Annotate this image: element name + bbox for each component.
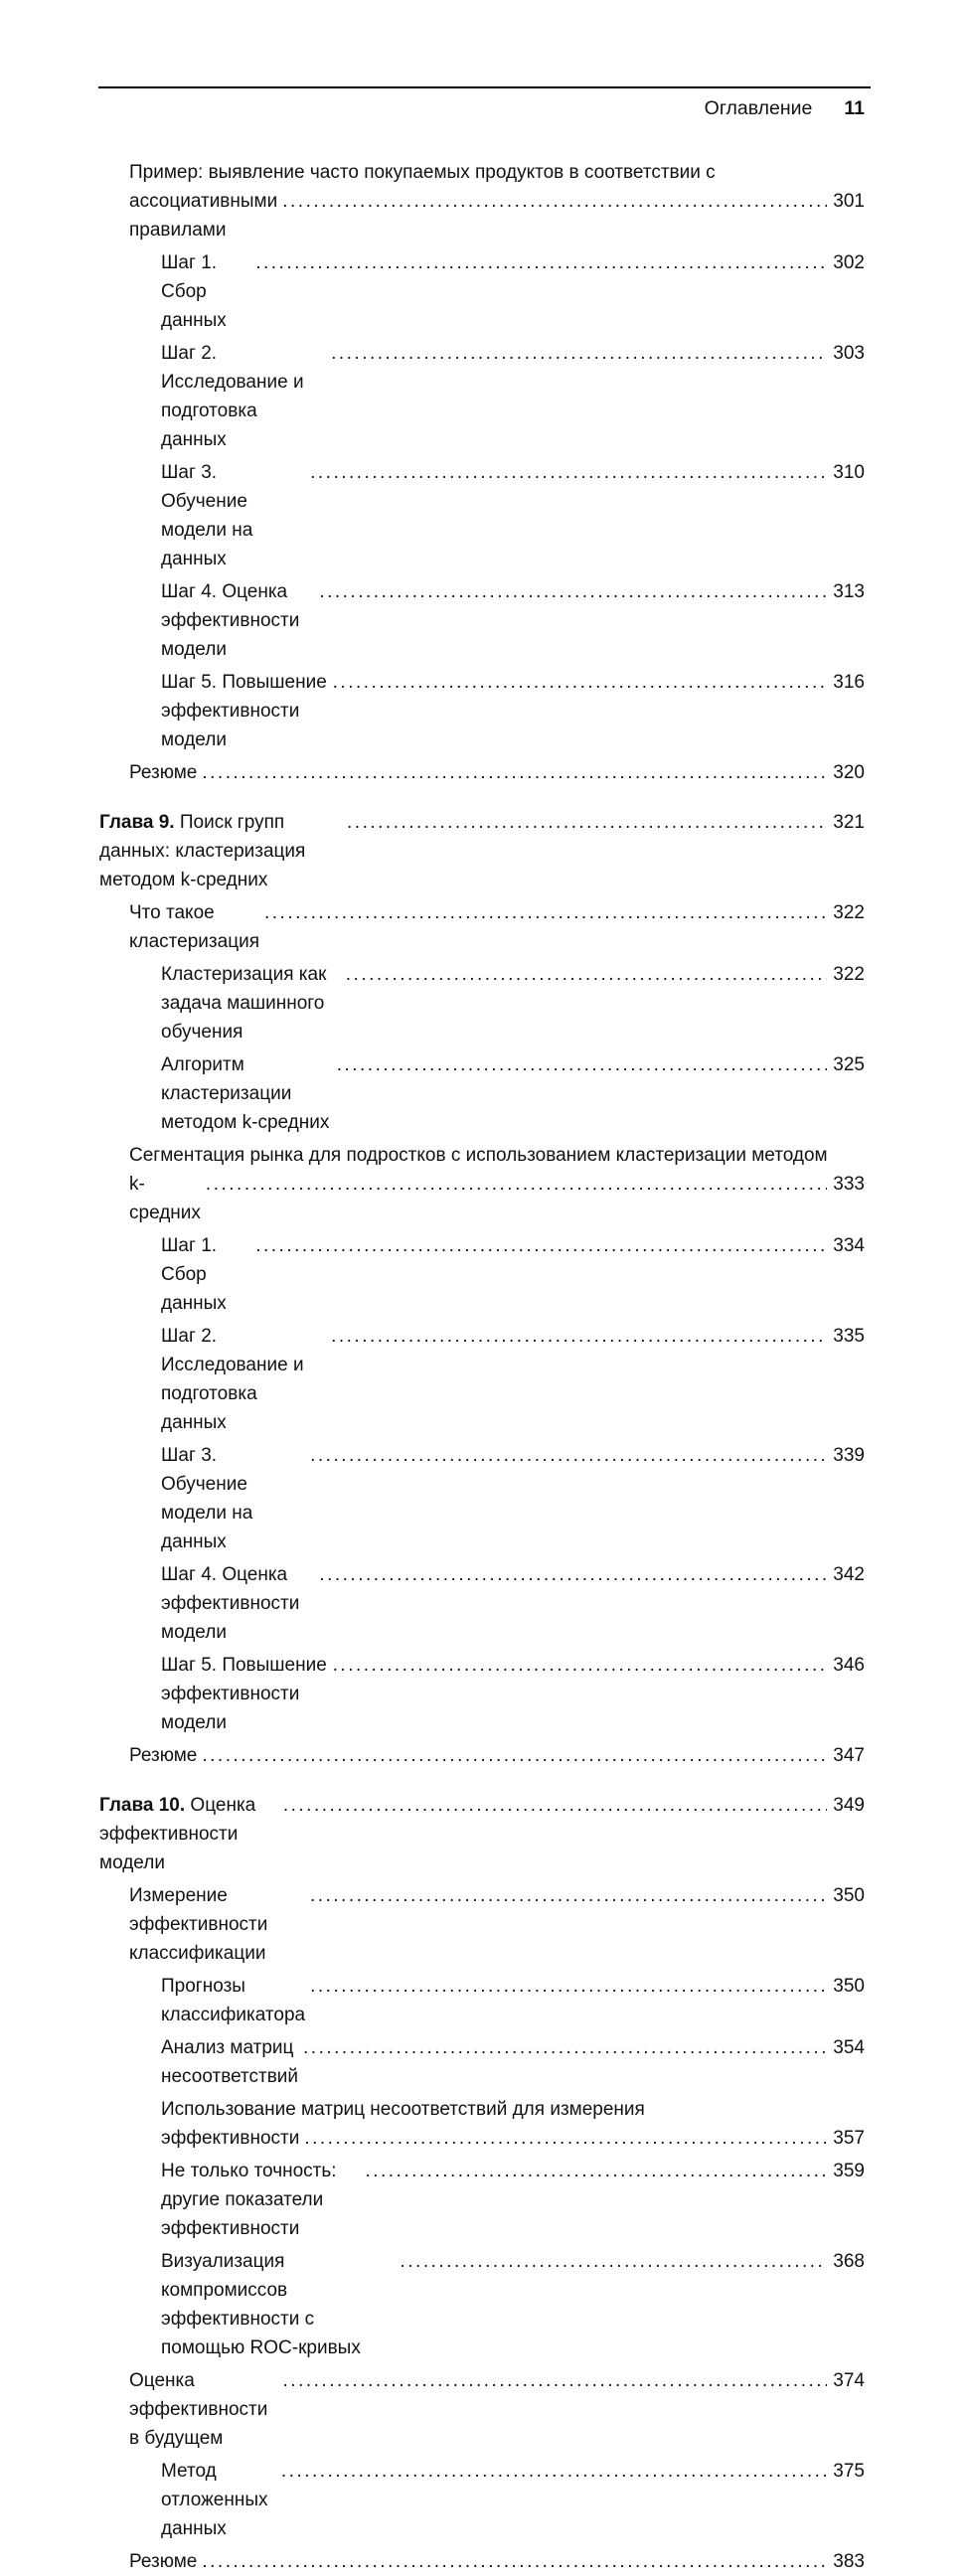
toc-page-number: 342 (833, 1564, 865, 1585)
toc-entry (129, 2547, 865, 2576)
toc-entry (99, 808, 865, 894)
toc-entry (161, 960, 865, 1046)
dot-leader (264, 898, 827, 927)
dot-leader (331, 1322, 827, 1351)
toc-entry-title: Не только точность: другие показатели эффективности (161, 2161, 342, 2239)
toc-entry-line (161, 668, 865, 754)
page-header-number: 11 (844, 97, 865, 119)
toc-page-number: 322 (833, 902, 865, 923)
toc-page-number: 320 (833, 762, 865, 783)
toc-entry-title: Пример: выявление часто покупаемых продуктов в соответствии с (129, 162, 716, 183)
toc-entry-line (161, 248, 865, 335)
dot-leader (337, 1050, 828, 1079)
toc-page-number: 347 (833, 1745, 865, 1766)
book-page (0, 86, 968, 2572)
dot-leader (310, 458, 827, 487)
toc-page-number: 354 (833, 2037, 865, 2058)
dot-leader (319, 577, 827, 606)
dot-leader (255, 1231, 827, 1260)
toc-entry-line (99, 1791, 865, 1877)
toc-entry-line (161, 2457, 865, 2543)
toc-entry-title: Шаг 1. Сбор данных (161, 1235, 227, 1314)
toc-entry-title: Сегментация рынка для подростков с использованием кластеризации методом (129, 1145, 828, 1166)
toc-entry-line (129, 158, 865, 187)
dot-leader (319, 1560, 827, 1589)
dot-leader (333, 668, 828, 697)
chapter-number-prefix: Глава 10. (99, 1795, 186, 1816)
chapter-number-prefix: Глава 9. (99, 812, 175, 833)
toc-entry-line (99, 808, 865, 894)
toc-entry-title: Шаг 5. Повышение эффективности модели (161, 672, 333, 750)
toc-entry (161, 1050, 865, 1137)
toc-entry-line (129, 758, 865, 787)
toc-page-number: 321 (833, 812, 865, 833)
toc-page-number: 333 (833, 1174, 865, 1195)
toc-entry-title: Оценка эффективности в будущем (129, 2370, 273, 2449)
dot-leader (283, 2366, 828, 2395)
dot-leader (333, 1651, 828, 1680)
toc-page-number: 302 (833, 252, 865, 273)
toc-entry (129, 1881, 865, 1968)
toc-entry-title: ассоциативными правилами (129, 191, 283, 241)
toc-entry-title: Резюме (129, 762, 198, 783)
toc-entry-title: Резюме (129, 1745, 198, 1766)
page-header-title: Оглавление (704, 97, 813, 119)
dot-leader (282, 187, 827, 216)
toc-entry (161, 2095, 865, 2153)
toc-entry (161, 1651, 865, 1737)
toc-page-number: 325 (833, 1054, 865, 1075)
toc-entry-title: Шаг 3. Обучение модели на данных (161, 1445, 258, 1552)
toc-entry-line (161, 2033, 865, 2091)
toc-entry-line (161, 1231, 865, 1318)
dot-leader (365, 2157, 827, 2185)
header-rule (98, 86, 871, 88)
toc-entry-line (161, 1441, 865, 1556)
toc-page-number: 383 (833, 2551, 865, 2572)
toc-entry-line (161, 1651, 865, 1737)
toc-entry (161, 1441, 865, 1556)
toc-page-number: 350 (833, 1976, 865, 1997)
toc-entry-line (129, 898, 865, 956)
toc-page-number: 310 (833, 462, 865, 483)
dot-leader (202, 758, 827, 787)
toc-entry (161, 1322, 865, 1437)
dot-leader (310, 1881, 827, 1910)
toc-page-number: 346 (833, 1655, 865, 1676)
toc-entry (161, 2247, 865, 2362)
toc-page-number: 349 (833, 1795, 865, 1816)
toc-entry-line (129, 1170, 865, 1227)
toc-entry-title: Прогнозы классификатора (161, 1976, 306, 2025)
toc-entry (161, 1560, 865, 1647)
toc-entry-line (161, 339, 865, 454)
toc-entry (161, 1231, 865, 1318)
toc-page-number: 339 (833, 1445, 865, 1466)
toc-entry (161, 2457, 865, 2543)
toc-entry-title: Что такое кластеризация (129, 902, 259, 952)
toc-entry-line (161, 2095, 865, 2124)
toc-entry-title: Кластеризация как задача машинного обучения (161, 964, 332, 1043)
toc-entry-line (161, 2124, 865, 2153)
toc-page-number: 303 (833, 343, 865, 364)
toc-entry-title: Шаг 3. Обучение модели на данных (161, 462, 258, 569)
toc-page-number: 375 (833, 2461, 865, 2482)
toc-entry-line (129, 1741, 865, 1770)
dot-leader (310, 1441, 827, 1470)
toc-entry-title: Использование матриц несоответствий для измерения (161, 2099, 645, 2120)
dot-leader (255, 248, 827, 277)
toc-page-number: 368 (833, 2251, 865, 2272)
toc-entry-line (161, 458, 865, 573)
toc-entry-title: Резюме (129, 2551, 198, 2572)
toc-page-number: 357 (833, 2128, 865, 2149)
toc-entry (129, 1741, 865, 1770)
toc-entry-title: Метод отложенных данных (161, 2461, 273, 2539)
toc-page-number: 313 (833, 581, 865, 602)
toc-entry-line (161, 2247, 865, 2362)
toc-entry-title: Шаг 1. Сбор данных (161, 252, 227, 331)
dot-leader (331, 339, 827, 368)
dot-leader (281, 2457, 827, 2486)
toc-entry-title: Шаг 4. Оценка эффективности модели (161, 1564, 305, 1643)
dot-leader (202, 1741, 827, 1770)
toc-entry-line (161, 577, 865, 664)
toc-page-number: 335 (833, 1326, 865, 1347)
toc-entry (161, 2157, 865, 2243)
toc-entry-title: k-средних (129, 1174, 201, 1223)
toc-entry-title: Шаг 4. Оценка эффективности модели (161, 581, 305, 660)
toc-entry (129, 1141, 865, 1227)
toc-entry (161, 577, 865, 664)
toc-entry-line (161, 1322, 865, 1437)
toc-entry (129, 898, 865, 956)
toc-entry-line (161, 2157, 865, 2243)
toc-page-number: 322 (833, 964, 865, 985)
toc-page-number: 316 (833, 672, 865, 693)
toc-entry-line (161, 960, 865, 1046)
toc-entry-line (129, 1141, 865, 1170)
toc-page-number: 374 (833, 2370, 865, 2391)
toc-entry-title: эффективности (161, 2128, 300, 2149)
dot-leader (304, 2124, 827, 2153)
toc-entry-line (161, 1972, 865, 2029)
toc-entry-title: Анализ матриц несоответствий (161, 2037, 299, 2087)
toc-entry-title: Алгоритм кластеризации методом k-средних (161, 1054, 330, 1133)
toc-page-number: 359 (833, 2161, 865, 2181)
toc-entry-line (129, 1881, 865, 1968)
toc-page-number: 301 (833, 191, 865, 212)
toc-entry (129, 158, 865, 244)
toc-entry-title: Шаг 5. Повышение эффективности модели (161, 1655, 333, 1733)
toc-entry (129, 758, 865, 787)
dot-leader (206, 1170, 827, 1199)
dot-leader (401, 2247, 828, 2276)
toc-entry-line (129, 2366, 865, 2453)
toc-entry (129, 2366, 865, 2453)
page-header (0, 97, 865, 120)
toc-entry (161, 458, 865, 573)
toc-entry-title: Визуализация компромиссов эффективности с помощью ROC-кривых (161, 2251, 361, 2358)
toc-page-number: 350 (833, 1885, 865, 1906)
toc-page-number: 334 (833, 1235, 865, 1256)
toc-entry (99, 1791, 865, 1877)
toc-entry-line (129, 2547, 865, 2576)
toc-entry-title: Глава 9. Поиск групп данных: кластеризация методом k-средних (99, 812, 311, 890)
dot-leader (346, 960, 828, 989)
toc-entry (161, 1972, 865, 2029)
toc-entry-title: Шаг 2. Исследование и подготовка данных (161, 1326, 309, 1433)
toc-entry (161, 2033, 865, 2091)
dot-leader (283, 1791, 827, 1820)
toc-entry (161, 668, 865, 754)
toc-entry (161, 248, 865, 335)
toc-entry-title: Глава 10. Оценка эффективности модели (99, 1795, 261, 1873)
toc-entry (161, 339, 865, 454)
toc-entry-line (161, 1560, 865, 1647)
dot-leader (347, 808, 827, 837)
dot-leader (202, 2547, 827, 2576)
dot-leader (310, 1972, 827, 2001)
toc-entry-line (129, 187, 865, 244)
toc-entry-title: Шаг 2. Исследование и подготовка данных (161, 343, 309, 450)
toc-entry-line (161, 1050, 865, 1137)
toc-entry-title: Измерение эффективности классификации (129, 1885, 273, 1964)
dot-leader (303, 2033, 827, 2062)
